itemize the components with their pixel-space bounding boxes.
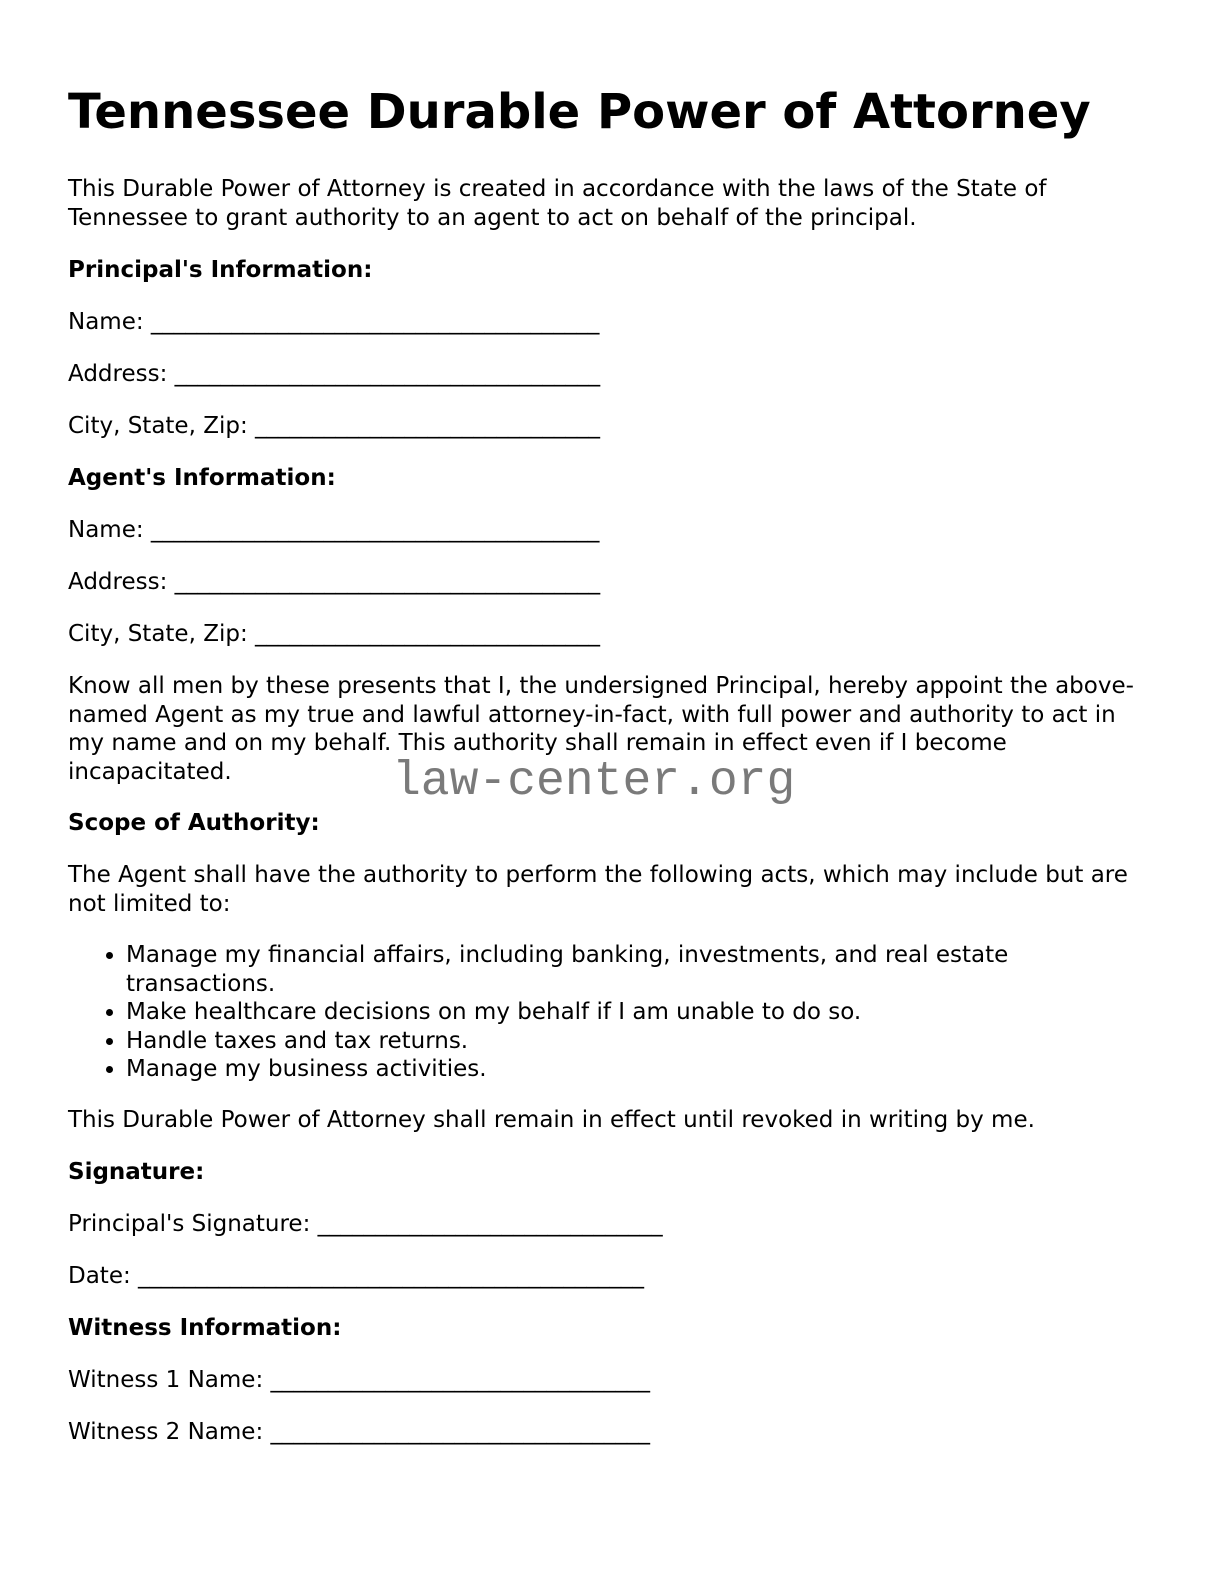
authority-list bbox=[68, 941, 1126, 1084]
list-item: • Make healthcare decisions on my behalf if I am unable to do so. bbox=[126, 998, 1126, 1027]
revocation-paragraph: This Durable Power of Attorney shall remain in effect until revoked in writing by me. bbox=[68, 1107, 1035, 1133]
principal-signature-field[interactable]: Principal's Signature: ______________________________ bbox=[68, 1211, 663, 1237]
scope-heading: Scope of Authority: bbox=[68, 810, 320, 836]
watermark: law-center.org bbox=[392, 755, 796, 809]
signature-heading: Signature: bbox=[68, 1159, 205, 1185]
principal-city-state-zip-field[interactable]: City, State, Zip: ______________________________ bbox=[68, 413, 601, 439]
scope-intro: The Agent shall have the authority to perform the following acts, which may include but are not limited to: bbox=[68, 862, 1128, 917]
agent-city-state-zip-field[interactable]: City, State, Zip: ______________________________ bbox=[68, 621, 601, 647]
document-title: Tennessee Durable Power of Attorney bbox=[68, 84, 1091, 140]
intro-paragraph: This Durable Power of Attorney is created in accordance with the laws of the State of Tennessee to grant authority to an agent to act on behalf of the principal. bbox=[68, 176, 1047, 231]
list-item: • Manage my financial affairs, including banking, investments, and real estate transactions. bbox=[126, 941, 1126, 998]
witness-1-name-field[interactable]: Witness 1 Name: _________________________________ bbox=[68, 1367, 651, 1393]
agent-name-field[interactable]: Name: _______________________________________ bbox=[68, 517, 600, 543]
appointment-paragraph: Know all men by these presents that I, the undersigned Principal, hereby appoint the above-named Agent as my true and lawful attorney-in-fact, with full power and authority to act in my name and on my behalf. This authority shall remain in effect even if I become incapacitated. bbox=[68, 673, 1134, 785]
list-item: • Manage my business activities. bbox=[126, 1055, 1126, 1084]
principal-info-heading: Principal's Information: bbox=[68, 257, 373, 283]
witness-2-name-field[interactable]: Witness 2 Name: _________________________________ bbox=[68, 1419, 651, 1445]
principal-address-field[interactable]: Address: _____________________________________ bbox=[68, 361, 601, 387]
agent-info-heading: Agent's Information: bbox=[68, 465, 336, 491]
agent-address-field[interactable]: Address: _____________________________________ bbox=[68, 569, 601, 595]
principal-name-field[interactable]: Name: _______________________________________ bbox=[68, 309, 600, 335]
date-field[interactable]: Date: ____________________________________________ bbox=[68, 1263, 645, 1289]
witness-info-heading: Witness Information: bbox=[68, 1315, 342, 1341]
list-item: • Handle taxes and tax returns. bbox=[126, 1027, 1126, 1056]
